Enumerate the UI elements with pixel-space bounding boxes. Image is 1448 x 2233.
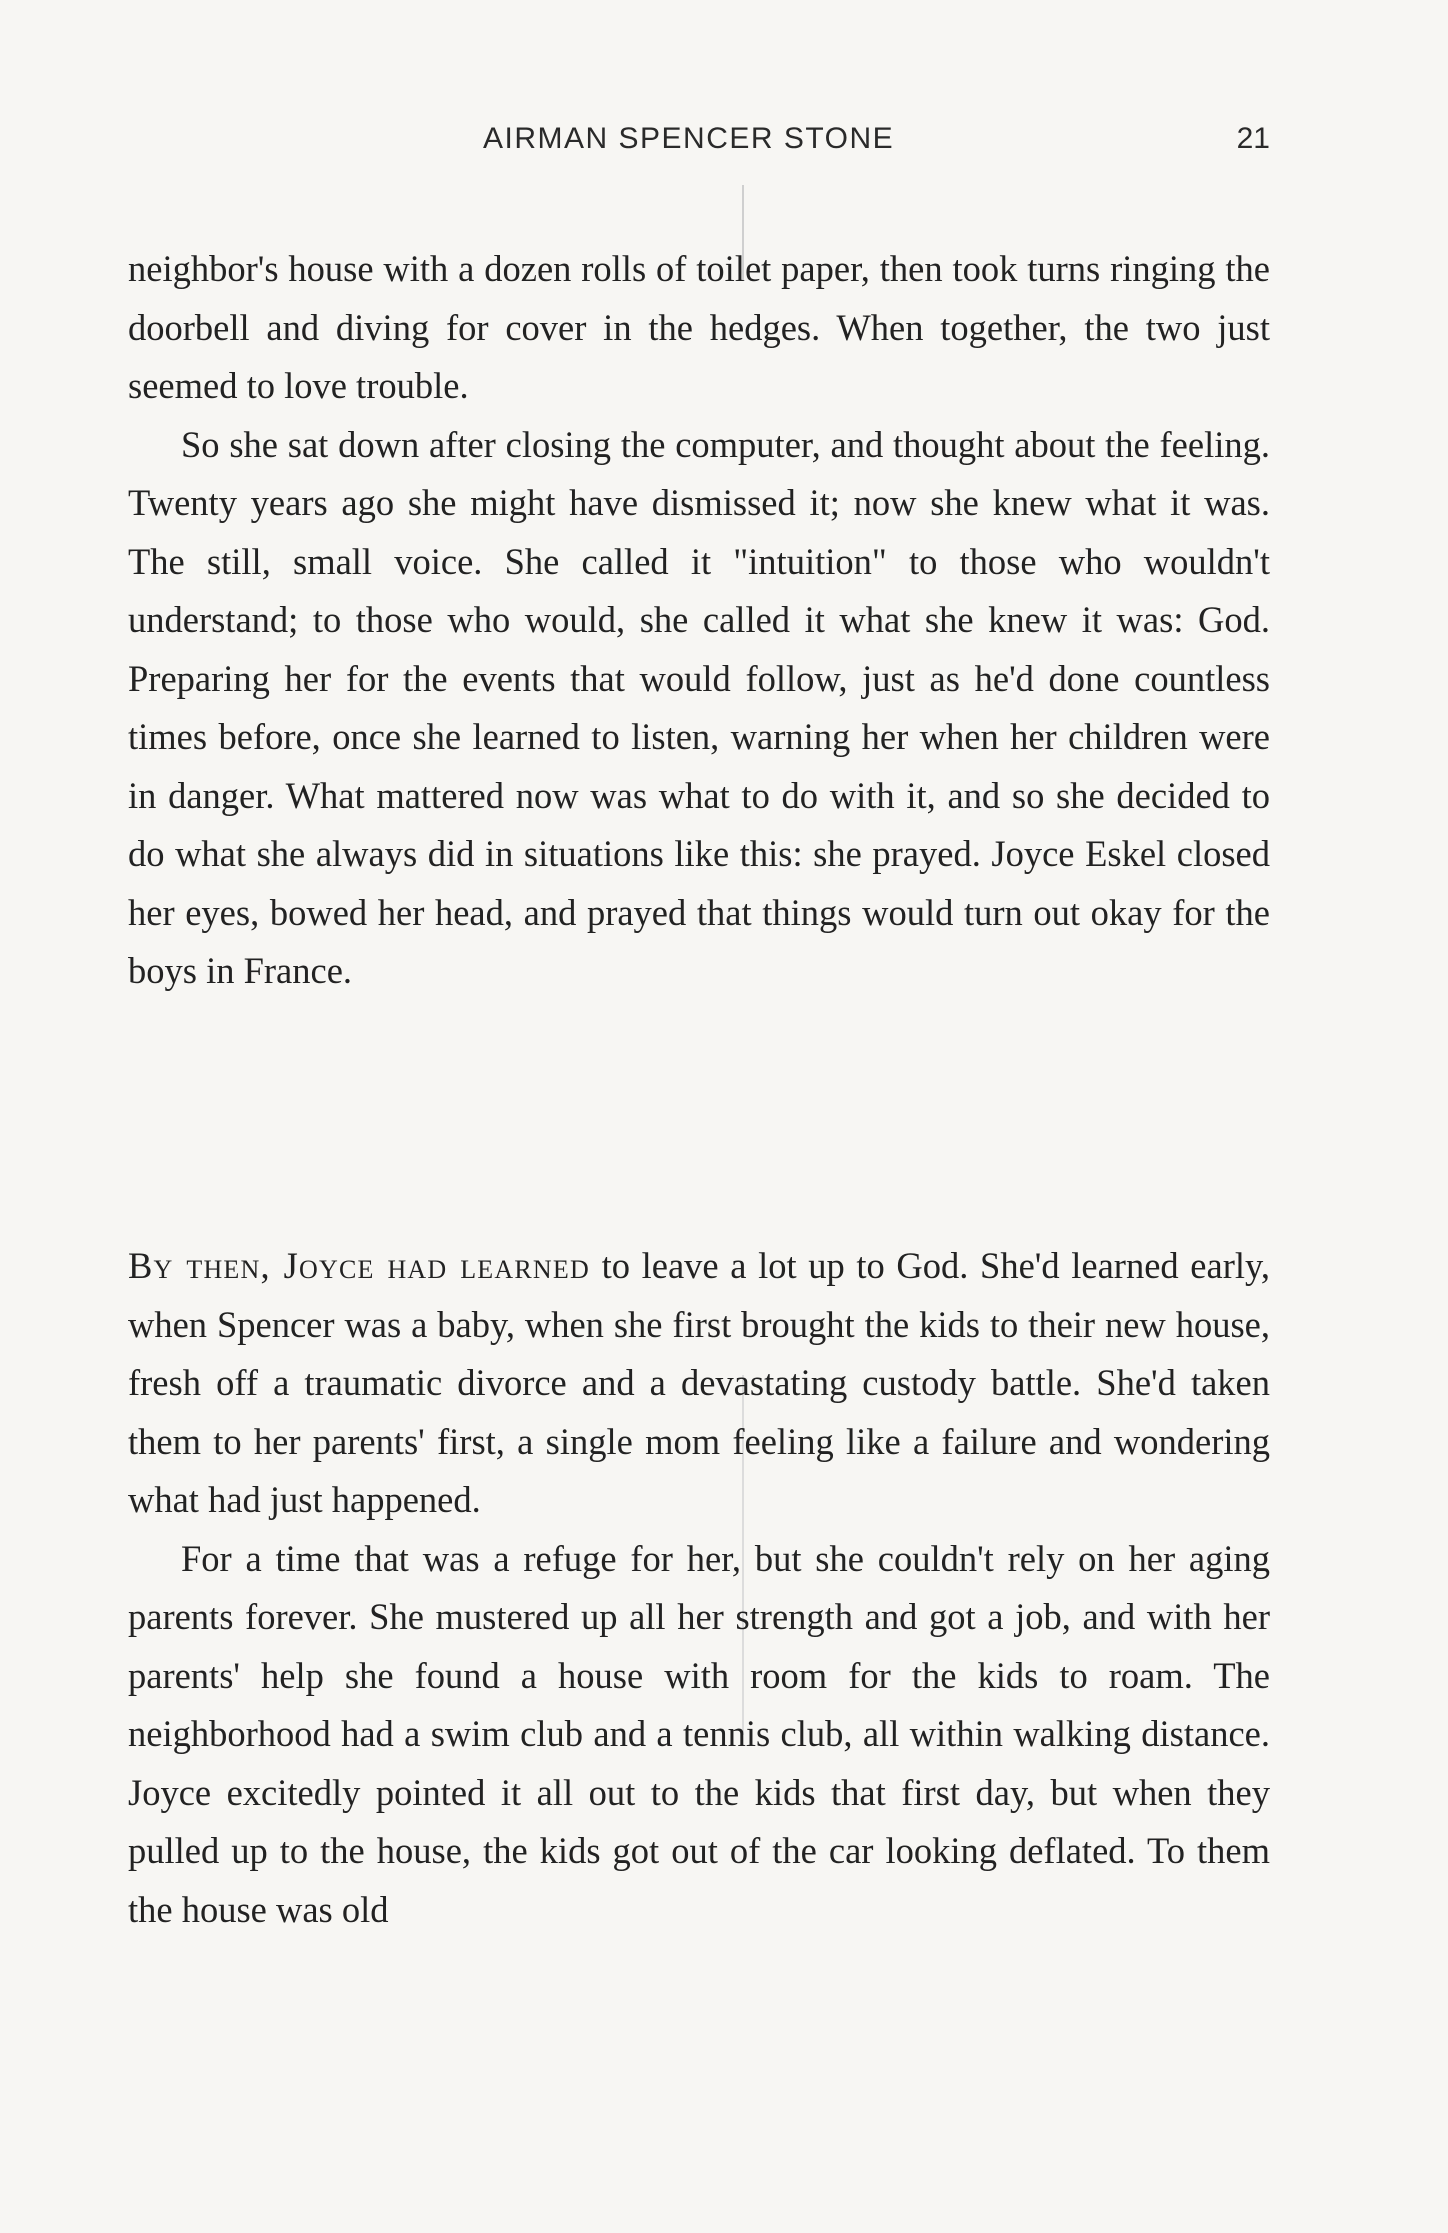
paragraph: So she sat down after closing the computer, and thought about the feeling. Twenty years ago she might have dismissed it; now she knew what it was. The still, small voice. She called it "intuition" to those who wouldn't understand; to those who would, she called it what she knew it was: God. Preparing her for the events that would follow, just as he'd done countless times before, once she learned to listen, warning her when her children were in danger. What mattered now was what to do with it, and so she decided to do what she always did in situations like this: she prayed. Joyce Eskel closed her eyes, bowed her head, and prayed that things would turn out okay for the boys in France. [128,423,1270,991]
paragraph: neighbor's house with a dozen rolls of toilet paper, then took turns ringing the doorbell and diving for cover in the hedges. When together, the two just seemed to love trouble. [128,248,1270,406]
page-header [128,122,1270,172]
paragraph: For a time that was a refuge for her, but she couldn't rely on her aging parents forever. She mustered up all her strength and got a job, and with her parents' help she found a house with room for the kids to roam. The neighborhood had a swim club and a tennis club, all within walking distance. Joyce excitedly pointed it all out to the kids that first day, but when they pulled up to the house, the kids got out of the car looking deflated. To them the house was old [128,1537,1270,1930]
paragraph-text: to leave a lot up to God. She'd learned early, when Spencer was a baby, when she first brought the kids to their new house, fresh off a traumatic divorce and a devastating custody battle. She'd taken them to her parents' first, a single mom feeling like a failure and wondering what had just happened. [128,1245,1271,1520]
paragraph [128,1237,1270,1530]
running-head: AIRMAN SPENCER STONE [483,122,895,155]
section-lead-in: By then, Joyce had learned [128,1245,590,1286]
section-1 [128,240,1270,1001]
page-number: 21 [1236,122,1270,155]
section-2 [128,1237,1270,1939]
